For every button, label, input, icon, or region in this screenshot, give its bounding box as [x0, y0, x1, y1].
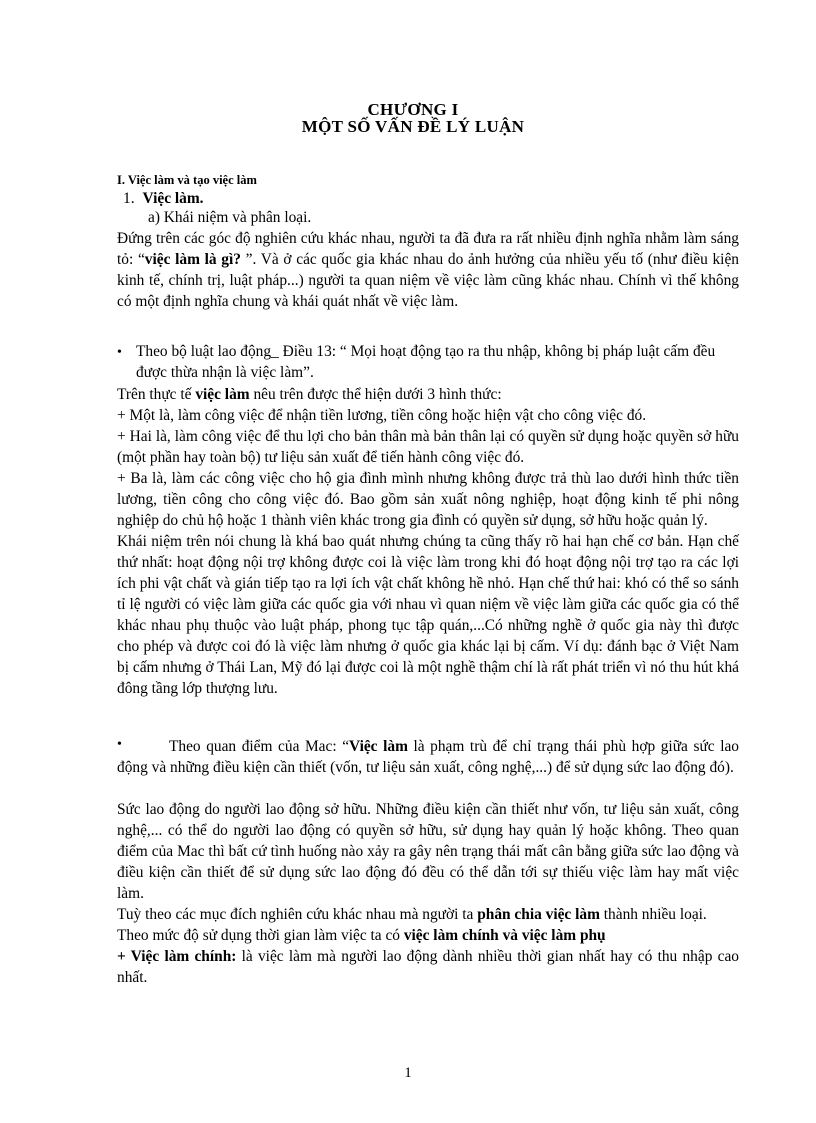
time-paragraph [117, 925, 739, 946]
classification-text-1: Tuỳ theo các mục đích nghiên cứu khác nhau mà người ta [117, 906, 478, 923]
subsubsection-heading: a) Khái niệm và phân loại. [148, 209, 312, 226]
classification-paragraph [117, 904, 739, 925]
paragraph-labor [117, 799, 739, 988]
main-job-paragraph [117, 946, 739, 988]
paragraph-forms [117, 384, 739, 699]
form-item-2: + Hai là, làm công việc để thu lợi cho bản thân mà bản thân lại có quyền sử dụng hoặc quyền sở hữu (một phần hay toàn bộ) tư liệu sản xuất để tiến hành công việc đó. [117, 428, 739, 466]
marx-bold: Việc làm [349, 738, 408, 755]
classification-text-2: thành nhiều loại. [599, 906, 707, 923]
subsection-label: Việc làm. [142, 190, 204, 207]
marx-text-2: là phạm trù để chỉ trạng thái phù hợp giữa sức lao động và những điều kiện cần thiết (vốn, tư liệu sản xuất, công nghệ,...) để sử dụng sức lao động đó). [117, 738, 739, 776]
marx-text-1: Theo quan điểm của Mac: “ [169, 738, 350, 755]
chapter-title: CHƯƠNG I [367, 100, 459, 119]
forms-intro-text-2: nêu trên được thể hiện dưới 3 hình thức: [249, 386, 502, 403]
time-bold: việc làm chính và việc làm phụ [403, 927, 606, 944]
time-text: Theo mức độ sử dụng thời gian làm việc ta có [117, 927, 404, 944]
forms-intro-bold: việc làm [195, 386, 250, 403]
labor-paragraph: Sức lao động do người lao động sở hữu. Những điều kiện cần thiết như vốn, tư liệu sản xuất, công nghệ,... có thể do người lao động có quyền sở hữu, sử dụng hay quản lý hoặc không. Theo quan điểm của Mac thì bất cứ tình huống nào xảy ra gây nên trạng thái mất cân bằng giữa sức lao động và điều kiện cần thiết để sử dụng sức lao động đó đều có thể dẫn tới sự thiếu việc làm hay mất việc làm. [117, 801, 739, 902]
bullet-icon: • [117, 345, 122, 360]
forms-intro [117, 384, 739, 405]
form-item-3: + Ba là, làm các công việc cho hộ gia đình mình nhưng không được trả thù lao dưới hình thức tiền lương, tiền công cho công việc đó. Bao gồm sản xuất nông nghiệp, hoạt động kinh tế phi nông nghiệp do chủ hộ hoặc 1 thành viên khác trong gia đình có quyền sử dụng, sở hữu hoặc quản lý. [117, 470, 739, 529]
classification-bold: phân chia việc làm [477, 906, 600, 923]
bullet-icon: • [117, 737, 122, 752]
bullet-marx-text [117, 736, 739, 778]
form-item-1: + Một là, làm công việc để nhận tiền lương, tiền công hoặc hiện vật cho công việc đó. [117, 407, 647, 424]
page-number: 1 [404, 1065, 412, 1081]
subsection-number: 1. [123, 190, 135, 207]
intro-bold: việc làm là gì? [144, 251, 246, 268]
forms-intro-text-1: Trên thực tế [117, 386, 196, 403]
paragraph-intro [117, 228, 739, 312]
main-job-text: là việc làm mà người lao động dành nhiều thời gian nhất hay có thu nhập cao nhất. [117, 948, 739, 986]
subsection-heading [123, 188, 204, 209]
section-heading: I. Việc làm và tạo việc làm [117, 173, 257, 187]
main-job-bold: + Việc làm chính: [117, 948, 237, 965]
bullet-labor-law-text: Theo bộ luật lao động_ Điều 13: “ Mọi hoạt động tạo ra thu nhập, không bị pháp luật cấm đều được thừa nhận là việc làm”. [136, 343, 716, 381]
concept-paragraph: Khái niệm trên nói chung là khá bao quát nhưng chúng ta cũng thấy rõ hai hạn chế cơ bản. Hạn chế thứ nhất: hoạt động nội trợ không được coi là việc làm trong khi đó hoạt động nội trợ tạo ra các lợi ích phi vật chất và gián tiếp tạo ra lợi ích vật chất không hề nhỏ. Hạn chế thứ hai: khó có thể so sánh tỉ lệ người có việc làm giữa các quốc gia với nhau vì quan niệm về việc làm giữa các quốc gia có thể khác nhau phụ thuộc vào luật pháp, phong tục tập quán,...Có những nghề ở quốc gia này thì được cho phép và được coi đó là việc làm nhưng ở quốc gia khác lại bị cấm. Ví dụ: đánh bạc ở Việt Nam bị cấm nhưng ở Thái Lan, Mỹ đó lại được coi là một nghề thậm chí là rất phát triển vì nó thu hút khá đông tầng lớp thượng lưu. [117, 533, 739, 697]
intro-text-2: ”. Và ở các quốc gia khác nhau do ảnh hưởng của nhiều yếu tố (như điều kiện kinh tế, chính trị, luật pháp...) người ta quan niệm về việc làm cũng khác nhau. Chính vì thế không có một định nghĩa chung và khái quát nhất về việc làm. [117, 251, 739, 310]
chapter-subtitle: MỘT SỐ VẤN ĐỀ LÝ LUẬN [301, 117, 525, 136]
intro-text-1: Đứng trên các góc độ nghiên cứu khác nhau, người ta đã đưa ra rất nhiều định nghĩa nhằm làm sáng tỏ: “ [117, 230, 739, 268]
